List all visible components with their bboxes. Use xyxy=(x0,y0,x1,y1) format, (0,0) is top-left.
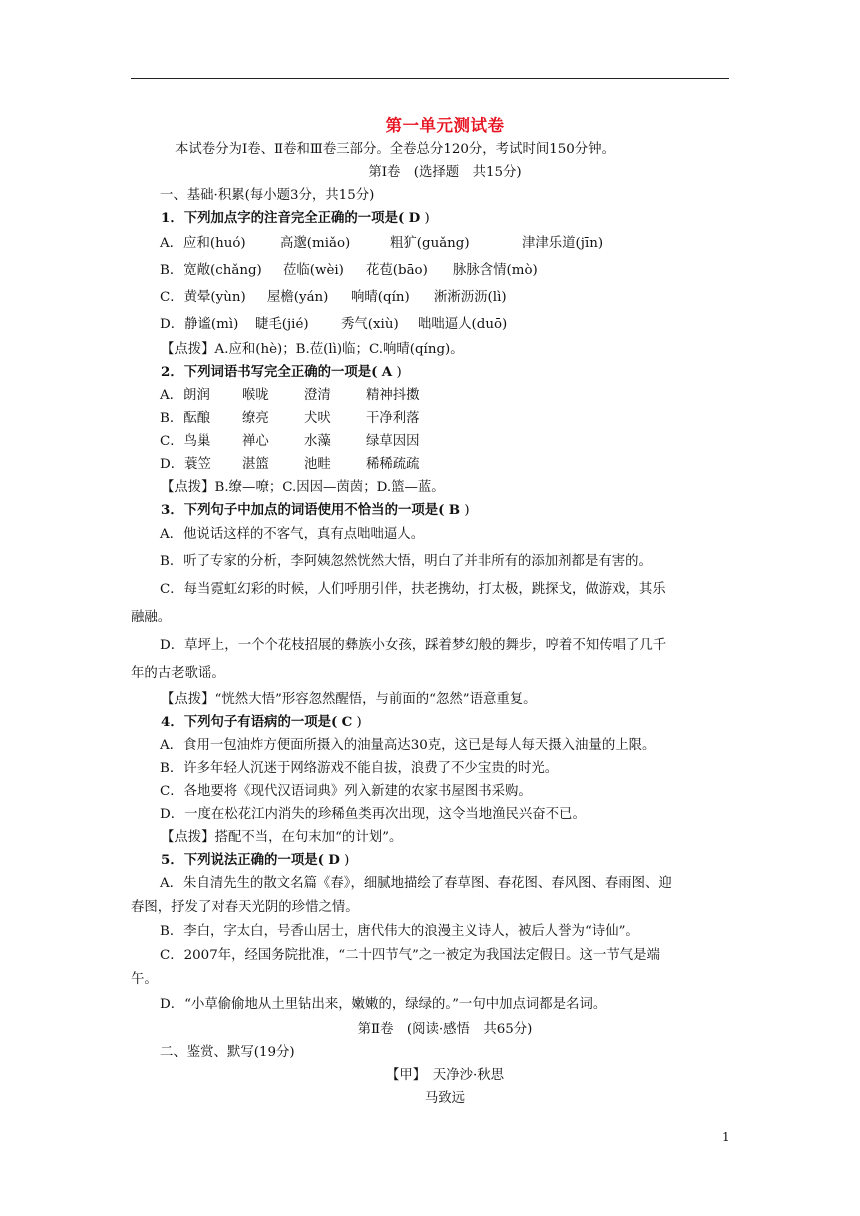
q4-tip: 【点拨】搭配不当，在句末加“的计划”。 xyxy=(161,830,403,845)
q3-option-d-line1: D．草坪上，一个个花枝招展的彝族小女孩，踩着梦幻般的舞步，哼着不知传唱了几千 xyxy=(160,638,667,653)
poem-title: 【甲】 天净沙·秋思 xyxy=(385,1068,505,1083)
intro-text: 本试卷分为Ⅰ卷、Ⅱ卷和Ⅲ卷三部分。全卷总分120分，考试时间150分钟。 xyxy=(175,142,615,157)
q2-stem: 2．下列词语书写完全正确的一项是( A ) xyxy=(161,364,402,380)
q1-answer: D xyxy=(408,210,421,226)
page-number: 1 xyxy=(722,1130,730,1144)
q3-option-a: A．他说话这样的不客气，真有点咄咄逼人。 xyxy=(160,527,425,542)
q5-option-c-line1: C．2007年，经国务院批准，“二十四节气”之一被定为我国法定假日。这一节气是端 xyxy=(160,948,660,963)
q4-option-b: B．许多年轻人沉迷于网络游戏不能自拔，浪费了不少宝贵的时光。 xyxy=(160,761,559,776)
q1-tip: 【点拨】A.应和(hè)；B.莅(lì)临；C.响晴(qíng)。 xyxy=(161,342,464,357)
q2-option-c: C．鸟巢 禅心 水藻 绿草因因 xyxy=(160,434,420,449)
page-title: 第一单元测试卷 xyxy=(385,116,505,135)
q5-option-b: B．李白，字太白，号香山居士，唐代伟大的浪漫主义诗人，被后人誉为“诗仙”。 xyxy=(160,924,639,939)
q4-answer: C xyxy=(341,714,353,730)
q3-option-b: B．听了专家的分析，李阿姨忽然恍然大悟，明白了并非所有的添加剂都是有害的。 xyxy=(160,554,652,569)
q4-option-c: C．各地要将《现代汉语词典》列入新建的农家书屋图书采购。 xyxy=(160,784,532,799)
q1-option-b: B．宽敞(chǎng) 莅临(wèi) 花苞(bāo) 脉脉含情(mò) xyxy=(160,263,538,278)
q3-tip: 【点拨】“恍然大悟”形容忽然醒悟，与前面的“忽然”语意重复。 xyxy=(161,692,537,707)
q1-option-d: D．静谧(mì) 睫毛(jié) 秀气(xiù) 咄咄逼人(duō) xyxy=(160,317,508,332)
q4-stem: 4．下列句子有语病的一项是( C ) xyxy=(161,714,362,730)
q2-option-d: D．蓑笠 湛篮 池畦 稀稀疏疏 xyxy=(160,457,420,472)
q2-option-b: B．酝酿 缭亮 犬吠 干净利落 xyxy=(160,411,420,426)
q4-option-d: D．一度在松花江内消失的珍稀鱼类再次出现，这令当地渔民兴奋不已。 xyxy=(160,807,586,822)
q4-option-a: A．食用一包油炸方便面所摄入的油量高达30克，这已是每人每天摄入油量的上限。 xyxy=(160,738,656,753)
section2-header: 第Ⅱ卷 (阅读·感悟 共65分) xyxy=(357,1022,533,1037)
q5-option-a-line1: A．朱自清先生的散文名篇《春》，细腻地描绘了春草图、春花图、春风图、春雨图、迎 xyxy=(160,876,672,891)
q5-stem: 5．下列说法正确的一项是( D ) xyxy=(161,852,350,868)
header-rule xyxy=(131,78,729,79)
exam-page xyxy=(131,112,729,1110)
q5-option-a-line2: 春图，抒发了对春天光阴的珍惜之情。 xyxy=(131,900,359,915)
part2-title: 二、鉴赏、默写(19分) xyxy=(160,1045,295,1060)
q5-answer: D xyxy=(328,852,340,868)
q1-option-a: A．应和(huó) 高邈(miǎo) 粗犷(guǎng) 津津乐道(jīn) xyxy=(160,236,604,251)
q5-option-c-line2: 午。 xyxy=(131,972,158,987)
q3-stem: 3．下列句子中加点的词语使用不恰当的一项是( B ) xyxy=(161,502,470,518)
poem-author: 马致远 xyxy=(424,1091,466,1106)
q3-answer: B xyxy=(448,502,461,518)
section1-header: 第Ⅰ卷 (选择题 共15分) xyxy=(368,165,522,180)
q2-tip: 【点拨】B.缭—嘹；C.因因—茵茵；D.篮—蓝。 xyxy=(161,480,445,495)
q1-stem: 1．下列加点字的注音完全正确的一项是( D ) xyxy=(161,210,430,226)
q2-option-a: A．朗润 喉咙 澄清 精神抖擞 xyxy=(160,388,420,403)
q5-option-d: D．“小草偷偷地从土里钻出来，嫩嫩的，绿绿的。”一句中加点词都是名词。 xyxy=(160,997,607,1012)
q1-option-c: C．黄晕(yùn) 屋檐(yán) 响晴(qín) 淅淅沥沥(lì) xyxy=(160,290,507,305)
q2-answer: A xyxy=(381,364,393,380)
q3-option-c-line2: 融融。 xyxy=(131,610,172,625)
part1-title: 一、基础·积累(每小题3分，共15分) xyxy=(160,188,375,203)
q3-option-c-line1: C．每当霓虹幻彩的时候，人们呼朋引伴，扶老携幼，打太极，跳探戈，做游戏，其乐 xyxy=(160,582,666,597)
q3-option-d-line2: 年的古老歌谣。 xyxy=(131,666,225,681)
